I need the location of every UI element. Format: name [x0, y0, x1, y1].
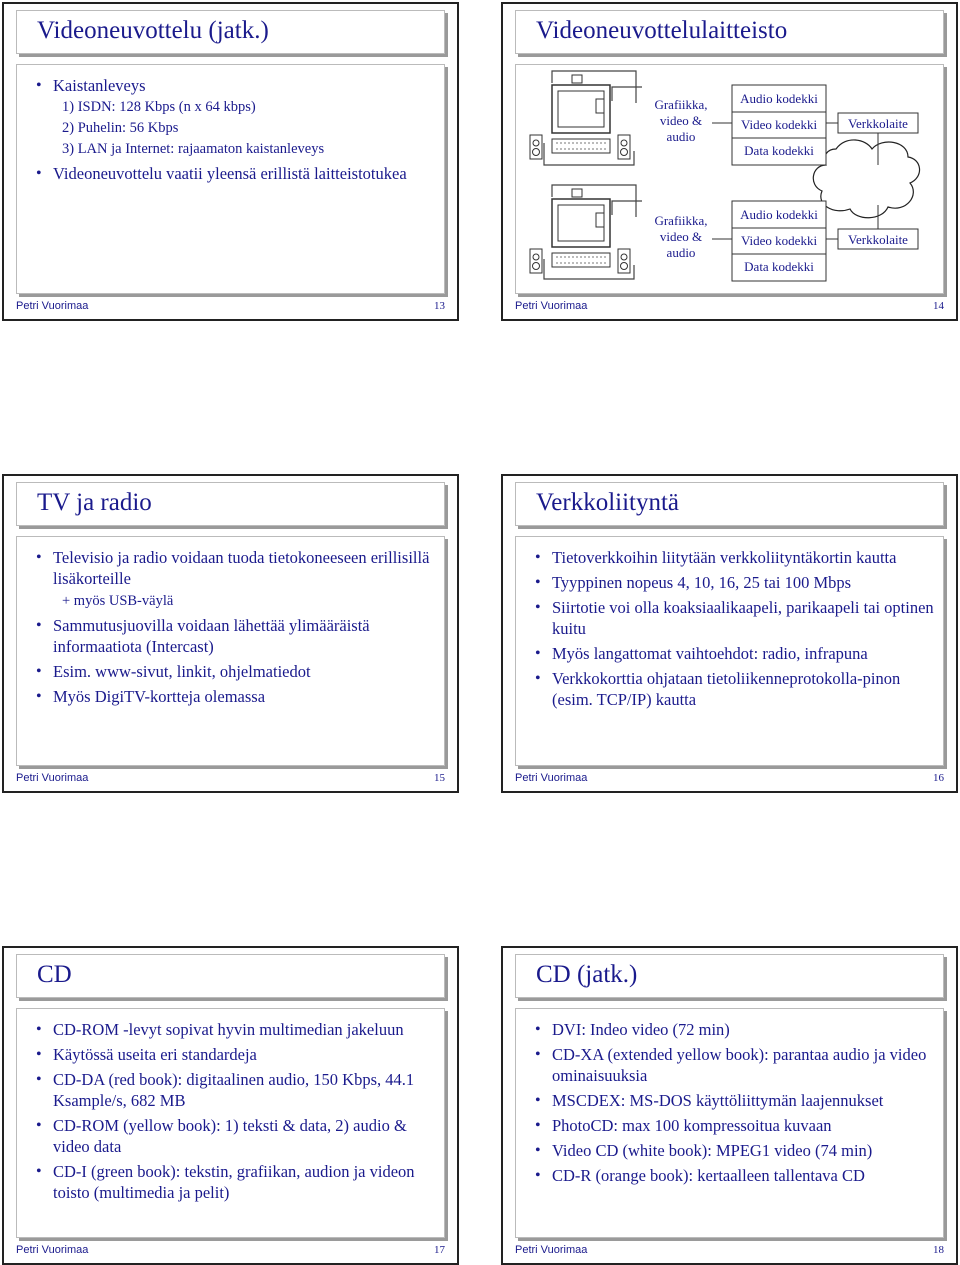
slide-title-box [16, 954, 445, 998]
slide-title-box [16, 10, 445, 54]
slide-footer [515, 772, 944, 786]
bullet-item: • CD-ROM (yellow book): 1) teksti & data, 2) audio & video data [25, 1115, 438, 1157]
page-number: 15 [434, 772, 445, 784]
author: Petri Vuorimaa [515, 300, 588, 312]
bullet-item: • Tyyppinen nopeus 4, 10, 16, 25 tai 100 Mbps [524, 572, 937, 593]
bullet-list [25, 71, 438, 184]
slide-body [16, 1008, 445, 1238]
slide-body [16, 64, 445, 294]
network-device: Verkkolaite [848, 116, 908, 131]
slide-title-box [16, 482, 445, 526]
sub-item: 2) Puhelin: 56 Kbps [62, 120, 179, 136]
station-label-line3: audio [666, 245, 696, 260]
station-label-line1: Grafiikka, [654, 213, 708, 228]
slide-footer [515, 1244, 944, 1258]
slide-14 [501, 2, 958, 321]
page-number: 13 [434, 300, 445, 312]
page-number: 14 [933, 300, 944, 312]
slide-title-box [515, 954, 944, 998]
slide-title: CD (jatk.) [536, 961, 638, 988]
codec-data: Data kodekki [744, 259, 814, 274]
station-label-line3: audio [666, 129, 696, 144]
sub-item: 1) ISDN: 128 Kbps (n x 64 kbps) [62, 99, 256, 115]
slide-17 [2, 946, 459, 1265]
bullet-item: • Televisio ja radio voidaan tuoda tietokoneeseen erillisillä lisäkorteille [25, 547, 438, 589]
bullet-item: • Videoneuvottelu vaatii yleensä erillistä laitteistotukea [25, 163, 438, 184]
bullet-item: • Myös DigiTV-kortteja olemassa [25, 686, 438, 707]
bullet-item: • Siirtotie voi olla koaksiaalikaapeli, parikaapeli tai optinen kuitu [524, 597, 937, 639]
slide-18 [501, 946, 958, 1265]
author: Petri Vuorimaa [515, 1244, 588, 1256]
slide-title: Verkkoliityntä [536, 489, 680, 516]
bullet-item: • Kaistanleveys [25, 75, 438, 96]
slide-13 [2, 2, 459, 321]
codec-audio: Audio kodekki [740, 91, 818, 106]
sub-item: 3) LAN ja Internet: rajaamaton kaistanleveys [62, 141, 325, 157]
bullet-item: • Esim. www-sivut, linkit, ohjelmatiedot [25, 661, 438, 682]
codec-data: Data kodekki [744, 143, 814, 158]
slide-footer [16, 772, 445, 786]
slide-footer [515, 300, 944, 314]
slide-title: CD [37, 961, 72, 988]
slide-title: Videoneuvottelulaitteisto [536, 17, 788, 44]
slide-body [515, 1008, 944, 1238]
station-label-line2: video & [659, 229, 703, 244]
bullet-item: • Verkkokorttia ohjataan tietoliikenneprotokolla-pinon (esim. TCP/IP) kautta [524, 668, 937, 710]
slide-body [515, 64, 944, 294]
author: Petri Vuorimaa [16, 1244, 89, 1256]
station-row-1 [654, 85, 918, 165]
slide-footer [16, 300, 445, 314]
bullet-item: • MSCDEX: MS-DOS käyttöliittymän laajennukset [524, 1090, 937, 1111]
bullet-item: • Tietoverkkoihin liitytään verkkoliityntäkortin kautta [524, 547, 937, 568]
station-row-2 [654, 201, 918, 281]
bullet-item: • CD-I (green book): tekstin, grafiikan, audion ja videon toisto (multimedia ja pelit) [25, 1161, 438, 1203]
codec-video: Video kodekki [740, 117, 818, 132]
station-label-line1: Grafiikka, [654, 97, 708, 112]
slide-title-box [515, 482, 944, 526]
network-device: Verkkolaite [848, 232, 908, 247]
slide-footer [16, 1244, 445, 1258]
bullet-list [524, 543, 937, 710]
bullet-list [524, 1015, 937, 1186]
bullet-list [25, 543, 438, 707]
sub-item: + myös USB-väylä [62, 593, 174, 609]
bullet-item: • Käytössä useita eri standardeja [25, 1044, 438, 1065]
author: Petri Vuorimaa [515, 772, 588, 784]
bullet-item: • Myös langattomat vaihtoehdot: radio, infrapuna [524, 643, 937, 664]
bullet-item: • PhotoCD: max 100 kompressoitua kuvaan [524, 1115, 937, 1136]
bullet-item: • Sammutusjuovilla voidaan lähettää ylimääräistä informaatiota (Intercast) [25, 615, 438, 657]
page-number: 17 [434, 1244, 445, 1256]
page-number: 18 [933, 1244, 944, 1256]
author: Petri Vuorimaa [16, 300, 89, 312]
bullet-item: • Video CD (white book): MPEG1 video (74 min) [524, 1140, 937, 1161]
slide-body [515, 536, 944, 766]
slide-title: TV ja radio [37, 489, 152, 516]
videoconference-diagram [516, 65, 947, 297]
bullet-item: • DVI: Indeo video (72 min) [524, 1019, 937, 1040]
author: Petri Vuorimaa [16, 772, 89, 784]
slide-title-box [515, 10, 944, 54]
bullet-list [25, 1015, 438, 1203]
bullet-item: • CD-R (orange book): kertaalleen tallentava CD [524, 1165, 937, 1186]
page-number: 16 [933, 772, 944, 784]
bullet-item: • CD-DA (red book): digitaalinen audio, 150 Kbps, 44.1 Ksample/s, 682 MB [25, 1069, 438, 1111]
station-label-line2: video & [659, 113, 703, 128]
slide-title: Videoneuvottelu (jatk.) [37, 17, 269, 44]
slide-15 [2, 474, 459, 793]
bullet-item: • CD-XA (extended yellow book): parantaa audio ja video ominaisuuksia [524, 1044, 937, 1086]
slide-16 [501, 474, 958, 793]
codec-video: Video kodekki [740, 233, 818, 248]
bullet-item: • CD-ROM -levyt sopivat hyvin multimedian jakeluun [25, 1019, 438, 1040]
codec-audio: Audio kodekki [740, 207, 818, 222]
network-cloud [813, 140, 919, 218]
slide-body [16, 536, 445, 766]
